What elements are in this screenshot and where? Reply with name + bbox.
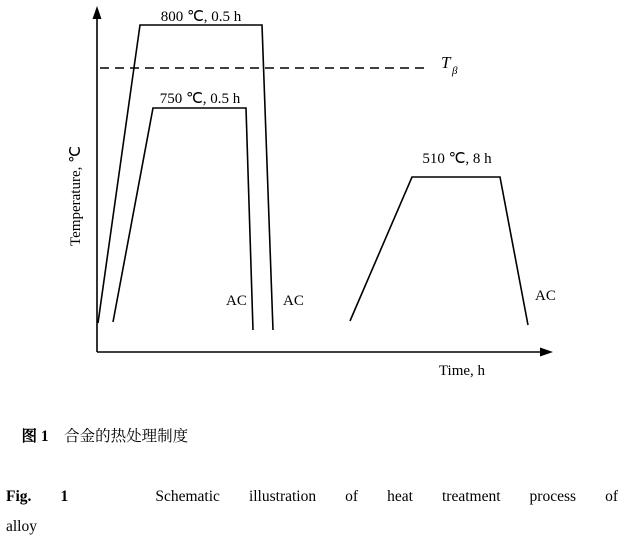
y-axis-label: Temperature, ℃ bbox=[68, 146, 84, 246]
profile-510c bbox=[350, 177, 528, 325]
caption-chinese-text: 合金的热处理制度 bbox=[64, 428, 189, 445]
annotation-750c: 750 ℃, 0.5 h bbox=[159, 91, 241, 107]
annotation-ac-1: AC bbox=[226, 293, 247, 309]
caption-english-text: Schematic illustration of heat treatment process of bbox=[155, 488, 618, 505]
caption-english-continued: alloy bbox=[6, 518, 37, 535]
figure-caption bbox=[6, 392, 626, 542]
profile-800c bbox=[98, 25, 273, 330]
annotation-800c: 800 ℃, 0.5 h bbox=[160, 9, 242, 25]
caption-english bbox=[6, 482, 618, 512]
annotation-ac-3: AC bbox=[535, 288, 556, 304]
y-axis bbox=[93, 6, 102, 352]
caption-chinese bbox=[6, 392, 626, 482]
beta-transus-label: T bbox=[441, 53, 451, 72]
annotation-510c: 510 ℃, 8 h bbox=[422, 151, 492, 167]
beta-transus-subscript: β bbox=[452, 65, 458, 77]
x-axis-label: Time, h bbox=[438, 363, 486, 379]
caption-chinese-label: 图 1 bbox=[21, 428, 49, 445]
caption-english-label: Fig. 1 bbox=[6, 488, 69, 505]
x-axis bbox=[97, 348, 553, 357]
annotation-ac-2: AC bbox=[283, 293, 304, 309]
